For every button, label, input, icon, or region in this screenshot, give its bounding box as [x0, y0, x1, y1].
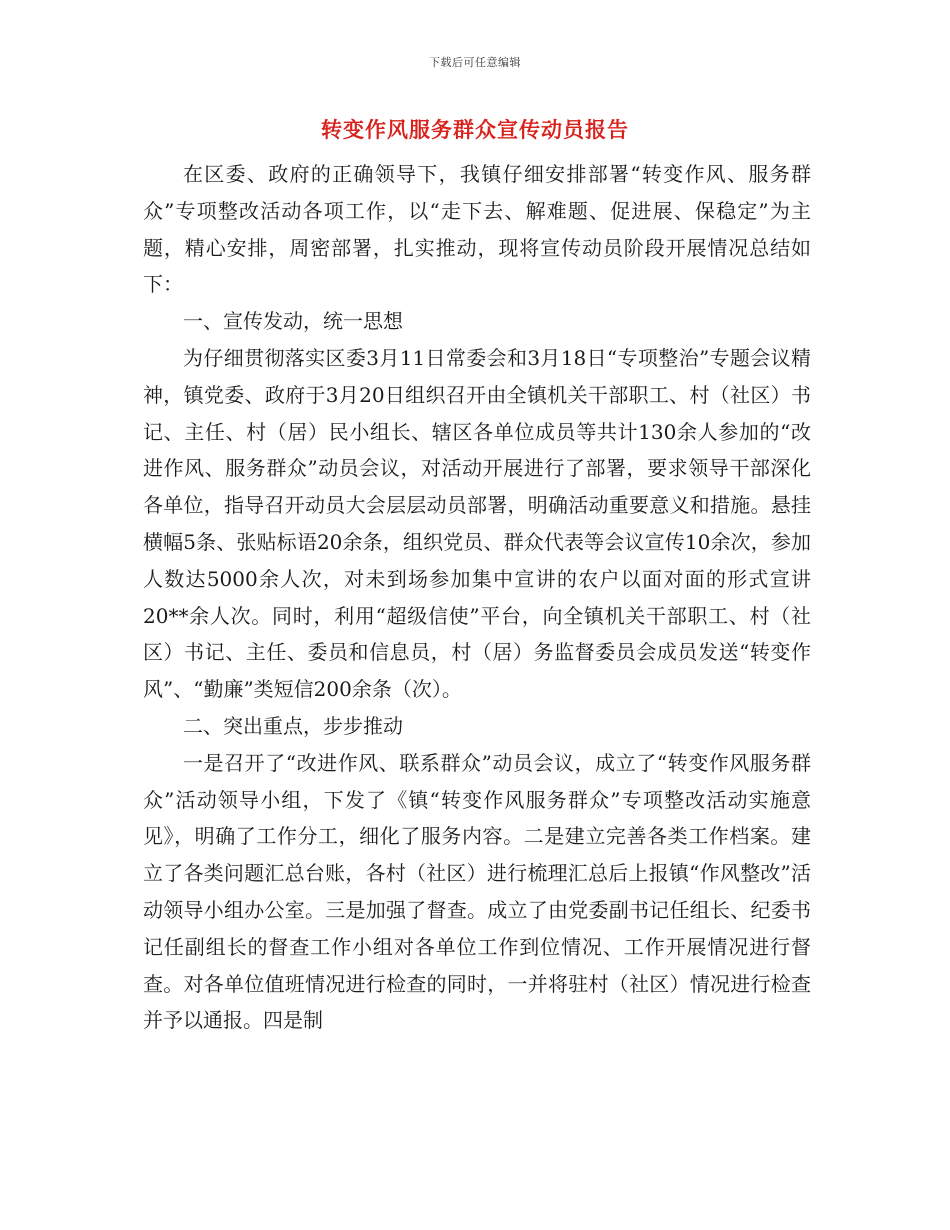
section-1-paragraph: 为仔细贯彻落实区委3月11日常委会和3月18日“专项整治”专题会议精神，镇党委、政府于3月20日组织召开由全镇机关干部职工、村（社区）书记、主任、村（居）民小组长、辖区各单位成员等共计130余人参加的“改进作风、服务群众”动员会议，对活动开展进行了部署，要求领导干部深化各单位，指导召开动员大会层层动员部署，明确活动重要意义和措施。悬挂横幅5条、张贴标语20余条，组织党员、群众代表等会议宣传10余次，参加人数达5000余人次，对未到场参加集中宣讲的农户以面对面的形式宣讲20**余人次。同时，利用“超级信使”平台，向全镇机关干部职工、村（社区）书记、主任、委员和信息员，村（居）务监督委员会成员发送“转变作风”、“勤廉”类短信200余条（次）。 — [143, 345, 811, 702]
document-body — [143, 156, 811, 1039]
section-2-paragraph: 一是召开了“改进作风、联系群众”动员会议，成立了“转变作风服务群众”活动领导小组，下发了《镇“转变作风服务群众”专项整改活动实施意见》，明确了工作分工，细化了服务内容。二是建立完善各类工作档案。建立了各类问题汇总台账，各村（社区）进行梳理汇总后上报镇“作风整改”活动领导小组办公室。三是加强了督查。成立了由党委副书记任组长、纪委书记任副组长的督查工作小组对各单位工作到位情况、工作开展情况进行督查。对各单位值班情况进行检查的同时，一并将驻村（社区）情况进行检查并予以通报。四是制 — [143, 750, 811, 1033]
document-title: 转变作风服务群众宣传动员报告 — [321, 117, 629, 142]
section-1-heading: 一、宣传发动，统一思想 — [183, 309, 403, 334]
header-note: 下载后可任意编辑 — [429, 56, 521, 69]
section-2-heading: 二、突出重点，步步推动 — [183, 713, 403, 738]
intro-paragraph: 在区委、政府的正确领导下，我镇仔细安排部署“转变作风、服务群众”专项整改活动各项工作，以“走下去、解难题、促进展、保稳定”为主题，精心安排，周密部署，扎实推动，现将宣传动员阶段开展情况总结如下： — [143, 162, 811, 297]
